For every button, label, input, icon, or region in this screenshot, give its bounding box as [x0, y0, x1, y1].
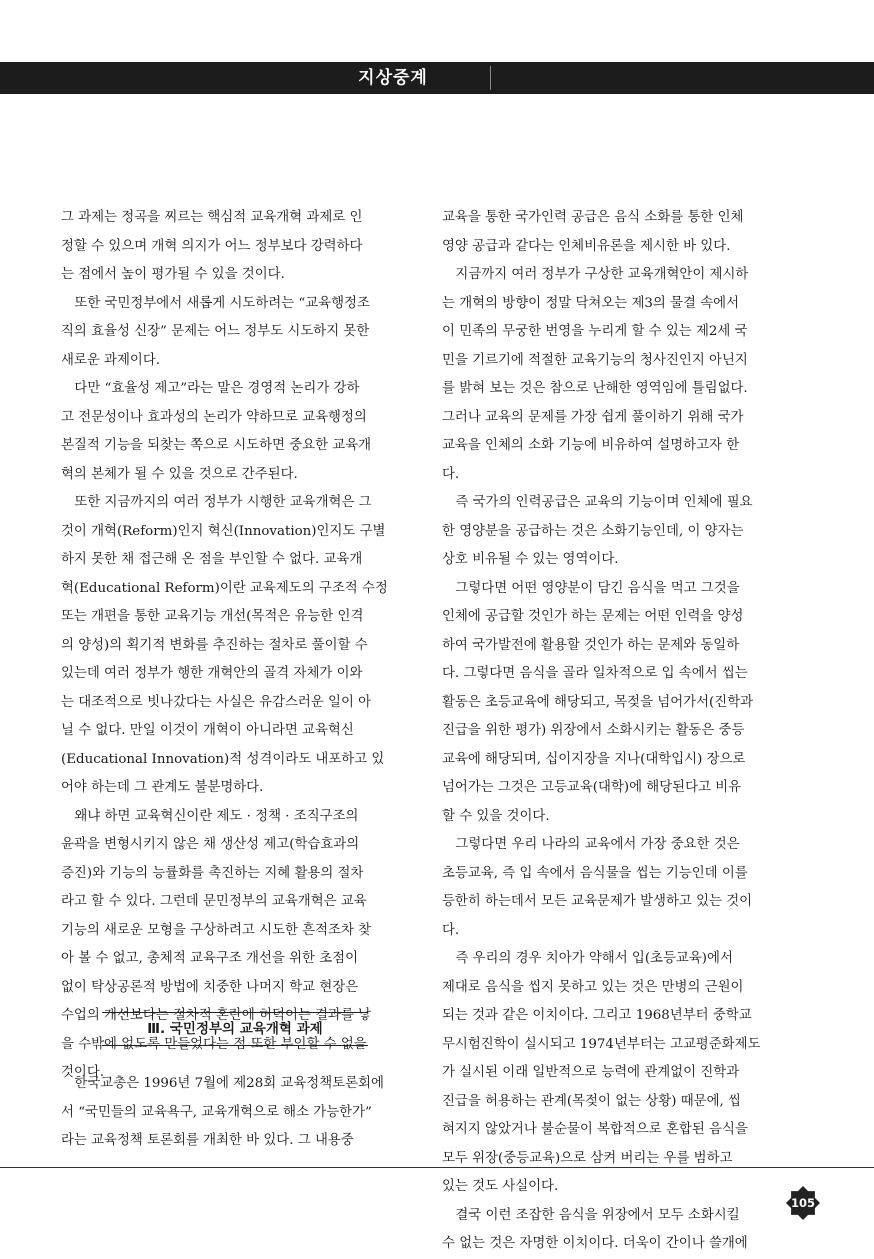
text-line: 증진)와 기능의 능률화를 촉진하는 지혜 활용의 절차: [61, 865, 364, 881]
text-line: 할 수 있을 것이다.: [442, 808, 550, 824]
text-line: 왜냐 하면 교육혁신이란 제도 · 정책 · 조직구조의: [61, 808, 359, 824]
text-line: 인체에 공급할 것인가 하는 문제는 어떤 인력을 양성: [442, 609, 744, 624]
text-line: (Educational Innovation)적 성격이라도 내포하고 있: [61, 751, 385, 767]
text-line: 수업의 개선보다는 절차적 혼란에 허덕이는 결과를 낳: [61, 1008, 372, 1023]
text-line: 다.: [442, 466, 460, 482]
text-line: 활동은 초등교육에 해당되고, 목젖을 넘어가서(진학과: [442, 694, 754, 710]
text-line: 초등교육, 즉 입 속에서 음식물을 씹는 기능인데 이를: [442, 865, 748, 881]
text-line: 는 개혁의 방향이 정말 닥쳐오는 제3의 물결 속에서: [442, 295, 740, 311]
text-line: 즉 국가의 인력공급은 교육의 기능이며 인체에 필요: [442, 495, 753, 510]
text-line: 본질적 기능을 되찾는 쪽으로 시도하면 중요한 교육개: [61, 438, 372, 453]
page-number: 105: [790, 1196, 815, 1210]
text-line: 는 점에서 높이 평가될 수 있을 것이다.: [61, 267, 285, 282]
text-line: 고 전문성이나 효과성의 논리가 약하므로 교육행정의: [61, 409, 367, 425]
text-line: 교육을 인체의 소화 기능에 비유하여 설명하고자 한: [442, 438, 740, 453]
text-line: 는 대조적으로 빗나갔다는 사실은 유감스러운 일이 아: [61, 694, 372, 710]
text-line: 가 실시된 이래 일반적으로 능력에 관계없이 진학과: [442, 1065, 740, 1080]
text-line: 무시험진학이 실시되고 1974년부터는 고교평준화제도: [442, 1036, 761, 1052]
text-line: 를 밝혀 보는 것은 참으로 난해한 영역임에 틀림없다.: [442, 381, 748, 396]
text-line: 혁(Educational Reform)이란 교육제도의 구조적 수정: [61, 580, 388, 596]
text-line: 즉 우리의 경우 치아가 약해서 입(초등교육)에서: [442, 951, 733, 966]
text-line: 기능의 새로운 모형을 구상하려고 시도한 흔적조차 찾: [61, 922, 372, 938]
text-line: 되는 것과 같은 이치이다. 그리고 1968년부터 중학교: [442, 1008, 752, 1023]
section-header-bar: [0, 62, 874, 94]
footer-rule: [0, 1167, 874, 1168]
text-line: 어야 하는데 그 관계도 불분명하다.: [61, 780, 264, 795]
text-line: 라고 할 수 있다. 그런데 문민정부의 교육개혁은 교육: [61, 894, 367, 909]
text-line: 지금까지 여러 정부가 구상한 교육개혁안이 제시하: [442, 267, 749, 282]
text-line: 또한 지금까지의 여러 정부가 시행한 교육개혁은 그: [61, 495, 372, 510]
text-line: 그러나 교육의 문제를 가장 쉽게 풀이하기 위해 국가: [442, 409, 744, 425]
text-line: 직의 효율성 신장” 문제는 어느 정부도 시도하지 못한: [61, 324, 370, 339]
left-column-text-continued: [61, 1070, 418, 1156]
text-line: 또는 개편을 통한 교육기능 개선(목적은 유능한 인격: [61, 609, 364, 624]
text-line: 등한히 하는데서 모든 교육문제가 발생하고 있는 것이: [442, 894, 753, 909]
text-line: 없이 탁상공론적 방법에 치중한 나머지 학교 현장은: [61, 979, 359, 995]
text-line: 정할 수 있으며 개혁 의지가 어느 정부보다 강력하다: [61, 238, 363, 254]
text-line: 진급을 허용하는 관계(목젖이 없는 상황) 때문에, 씹: [442, 1093, 741, 1109]
text-line: 교육을 통한 국가인력 공급은 음식 소화를 통한 인체: [442, 210, 744, 225]
text-line: 있는 것도 사실이다.: [442, 1179, 559, 1194]
text-line: 새로운 과제이다.: [61, 352, 161, 368]
text-line: 있는데 여러 정부가 행한 개혁안의 골격 자체가 이와: [61, 666, 363, 681]
text-line: 을 수밖에 없도록 만들었다는 점 또한 부인할 수 없을: [61, 1036, 367, 1052]
text-line: 그렇다면 어떤 영양분이 담긴 음식을 먹고 그것을: [442, 580, 740, 596]
text-line: 한국교총은 1996년 7월에 제28회 교육정책토론회에: [61, 1076, 384, 1091]
text-line: 하지 못한 채 접근해 온 점을 부인할 수 없다. 교육개: [61, 552, 363, 567]
text-line: 한 영양분을 공급하는 것은 소화기능인데, 이 양자는: [442, 523, 744, 539]
left-column-text: [61, 204, 418, 1088]
section-title: 지상중계: [358, 68, 428, 88]
text-line: 그렇다면 우리 나라의 교육에서 가장 중요한 것은: [442, 837, 740, 852]
text-line: 서 “국민들의 교육욕구, 교육개혁으로 해소 가능한가”: [61, 1104, 372, 1120]
text-line: 것이 개혁(Reform)인지 혁신(Innovation)인지도 구별: [61, 523, 386, 539]
text-line: 또한 국민정부에서 새롭게 시도하려는 “교육행정조: [61, 295, 370, 311]
text-line: 아 볼 수 없고, 총체적 교육구조 개선을 위한 초점이: [61, 951, 359, 966]
text-line: 의 양성)의 획기적 변화를 추진하는 절차로 풀이할 수: [61, 637, 368, 653]
text-line: 영양 공급과 같다는 인체비유론을 제시한 바 있다.: [442, 238, 731, 254]
text-line: 다. 그렇다면 음식을 골라 일차적으로 입 속에서 씹는: [442, 666, 748, 681]
section-heading: Ⅲ. 국민정부의 교육개혁 과제: [102, 1012, 368, 1046]
header-divider: [490, 66, 491, 90]
text-line: 모두 위장(중등교육)으로 삼켜 버리는 우를 범하고: [442, 1150, 733, 1166]
text-line: 교육에 해당되며, 십이지장을 지나(대학입시) 장으로: [442, 751, 746, 767]
text-line: 그 과제는 정곡을 찌르는 핵심적 교육개혁 과제로 인: [61, 210, 363, 225]
text-line: 하여 국가발전에 활용할 것인가 하는 문제와 동일하: [442, 637, 740, 653]
text-line: 라는 교육정책 토론회를 개최한 바 있다. 그 내용중: [61, 1133, 354, 1148]
text-line: 제대로 음식을 씹지 못하고 있는 것은 만병의 근원이: [442, 979, 744, 995]
text-line: 윤곽을 변형시키지 않은 채 생산성 제고(학습효과의: [61, 837, 360, 852]
text-line: 닐 수 없다. 만일 이것이 개혁이 아니라면 교육혁신: [61, 723, 354, 738]
text-line: 다만 “효율성 제고”라는 말은 경영적 논리가 강하: [61, 381, 360, 396]
text-line: 혁의 본체가 될 수 있을 것으로 간주된다.: [61, 466, 298, 482]
text-line: 이 민족의 무궁한 번영을 누리게 할 수 있는 제2세 국: [442, 324, 748, 339]
text-line: 것이다.: [61, 1065, 105, 1080]
text-line: 다.: [442, 922, 460, 938]
right-column-text: [442, 204, 796, 1259]
text-line: 진급을 위한 평가) 위장에서 소화시키는 활동은 중등: [442, 723, 745, 738]
text-line: 혀지지 않았거나 불순물이 복합적으로 혼합된 음식을: [442, 1122, 748, 1137]
text-line: 민을 기르기에 적절한 교육기능의 청사진인지 아닌지: [442, 352, 748, 368]
text-line: 결국 이런 조잡한 음식을 위장에서 모두 소화시킬: [442, 1207, 740, 1223]
text-line: 수 없는 것은 자명한 이치이다. 더욱이 간이나 쓸개에: [442, 1236, 748, 1251]
text-line: 상호 비유될 수 있는 영역이다.: [442, 552, 619, 567]
text-line: 넘어가는 그것은 고등교육(대학)에 해당된다고 비유: [442, 780, 742, 795]
